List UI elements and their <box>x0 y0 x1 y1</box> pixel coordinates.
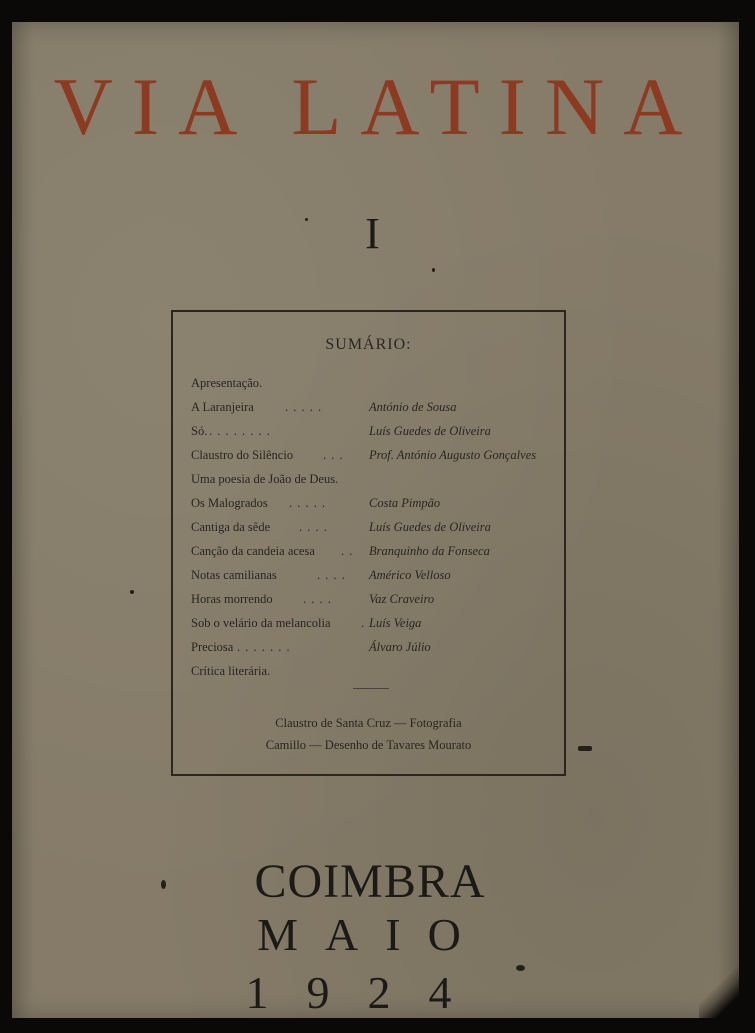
toc-entry <box>191 446 563 470</box>
toc-entry-title: Sob o velário da melancolia <box>191 616 331 630</box>
toc-entry <box>191 398 563 422</box>
toc-entry-author: Costa Pimpão <box>369 496 441 510</box>
toc-entry-title: Preciosa <box>191 640 234 654</box>
toc-entry <box>191 374 563 398</box>
toc-leader-dots: . . . . . . . <box>237 640 291 654</box>
ink-speck <box>305 218 308 221</box>
toc-entry-author: Américo Velloso <box>369 568 451 582</box>
toc-entry <box>191 566 563 590</box>
toc-entry-author: Prof. António Augusto Gonçalves <box>369 448 537 462</box>
toc-entry <box>191 614 563 638</box>
ink-speck <box>161 880 166 889</box>
toc-entry-title: Canção da candeia acesa <box>191 544 315 558</box>
year: 1924 <box>245 967 490 1018</box>
toc-entry <box>191 422 563 446</box>
issue-number: I <box>365 209 380 258</box>
toc-leader-dots: . . <box>341 544 354 558</box>
toc-leader-dots: . . . . <box>317 568 346 582</box>
table-of-contents <box>171 310 566 776</box>
credit-line: Camillo — Desenho de Tavares Mourato <box>265 738 472 752</box>
toc-entry <box>191 470 563 494</box>
credit-line: Claustro de Santa Cruz — Fotografia <box>275 716 462 730</box>
toc-list <box>191 374 563 686</box>
magazine-title: VIA LATINA <box>53 61 702 152</box>
toc-entry <box>191 542 563 566</box>
toc-leader-dots: . . . . . <box>289 496 327 510</box>
toc-heading: SUMÁRIO: <box>325 336 412 353</box>
toc-entry-author: António de Sousa <box>369 400 457 414</box>
toc-leader-dots: . . . <box>323 448 344 462</box>
ink-speck <box>516 965 525 971</box>
toc-leader-dots: . <box>361 616 366 630</box>
toc-entry-author: Luís Veiga <box>369 616 422 630</box>
toc-entry-title: Apresentação. <box>191 376 263 390</box>
toc-leader-dots: . . . . <box>299 520 328 534</box>
ink-speck <box>130 590 134 594</box>
toc-entry-author: Branquinho da Fonseca <box>369 544 490 558</box>
toc-entry-author: Luís Guedes de Oliveira <box>369 520 491 534</box>
toc-entry-title: A Laranjeira <box>191 400 254 414</box>
toc-entry-title: Os Malogrados <box>191 496 268 510</box>
toc-leader-dots: . . . . <box>303 592 332 606</box>
toc-entry-title: Cantiga da sêde <box>191 520 271 534</box>
toc-divider <box>353 688 389 689</box>
toc-entry <box>191 494 563 518</box>
toc-entry-title: Uma poesia de João de Deus. <box>191 472 339 486</box>
month: MAIO <box>257 909 488 960</box>
ink-speck <box>578 746 592 751</box>
toc-leader-dots: . . . . . . . . <box>209 424 271 438</box>
toc-entry <box>191 638 563 662</box>
toc-entry-title: Claustro do Silêncio <box>191 448 294 462</box>
ink-speck <box>432 268 435 272</box>
toc-entry-title: Notas camilianas <box>191 568 277 582</box>
toc-entry-author: Vaz Craveiro <box>369 592 435 606</box>
toc-entry-author: Luís Guedes de Oliveira <box>369 424 491 438</box>
city: COIMBRA <box>254 855 486 908</box>
toc-entry-author: Álvaro Júlio <box>369 640 431 654</box>
toc-entry-title: Crítica literária. <box>191 664 271 678</box>
toc-entry-title: Horas morrendo <box>191 592 273 606</box>
toc-entry <box>191 518 563 542</box>
toc-entry-title: Só. <box>191 424 208 438</box>
toc-leader-dots: . . . . . <box>285 400 323 414</box>
toc-entry <box>191 590 563 614</box>
toc-entry <box>191 662 563 686</box>
